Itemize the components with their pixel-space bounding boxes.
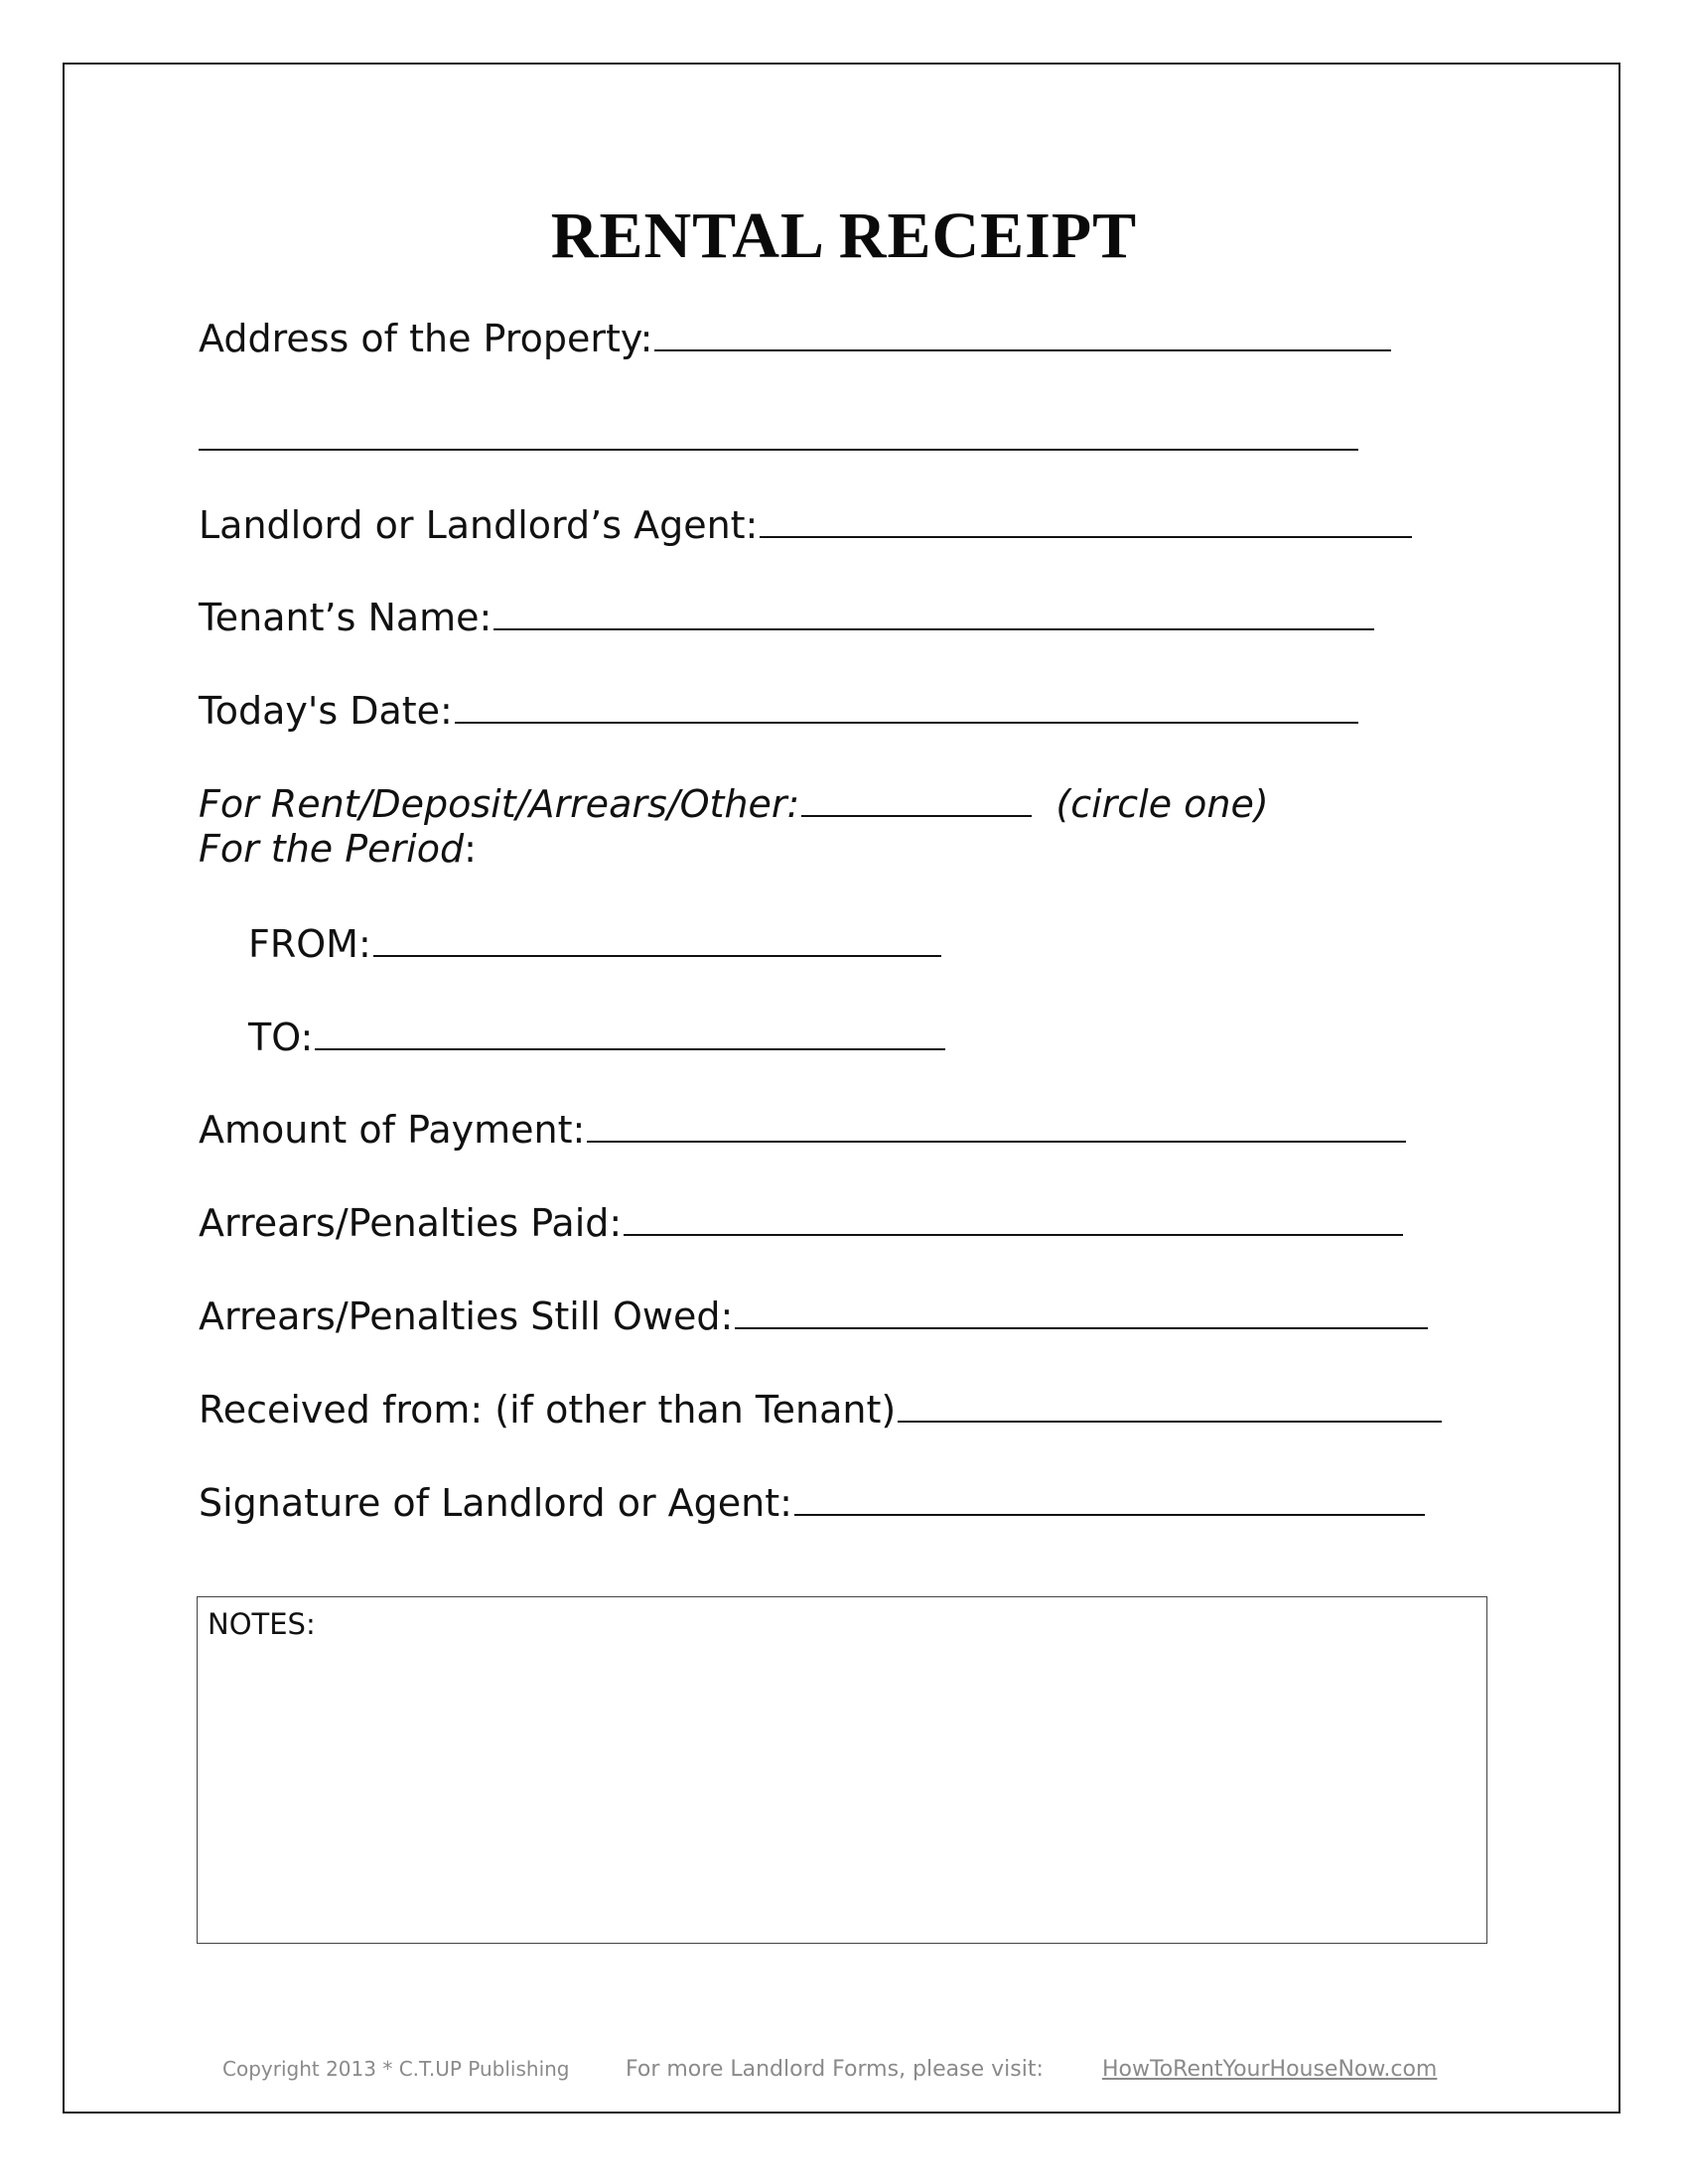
from-row bbox=[248, 919, 941, 967]
payment-type-row bbox=[199, 779, 1269, 827]
arrears-paid-blank[interactable] bbox=[624, 1198, 1403, 1236]
arrears-paid-label: Arrears/Penalties Paid: bbox=[199, 1201, 623, 1245]
from-blank[interactable] bbox=[373, 919, 941, 957]
notes-box[interactable] bbox=[197, 1596, 1487, 1944]
signature-label: Signature of Landlord or Agent: bbox=[199, 1481, 792, 1525]
footer-website-link[interactable]: HowToRentYourHouseNow.com bbox=[1102, 2057, 1438, 2082]
tenant-name-blank[interactable] bbox=[493, 593, 1374, 630]
amount-label: Amount of Payment: bbox=[199, 1108, 586, 1152]
address-blank[interactable] bbox=[654, 314, 1391, 351]
payment-type-label: For Rent/Deposit/Arrears/Other: bbox=[199, 782, 800, 826]
to-row bbox=[248, 1013, 945, 1060]
to-label: TO: bbox=[248, 1016, 314, 1059]
address-row bbox=[199, 314, 1391, 361]
payment-type-blank[interactable] bbox=[801, 779, 1032, 817]
address-blank-line-2[interactable] bbox=[199, 449, 1358, 451]
signature-row bbox=[199, 1478, 1425, 1526]
amount-blank[interactable] bbox=[587, 1105, 1406, 1143]
document-title: RENTAL RECEIPT bbox=[550, 200, 1138, 272]
todays-date-label: Today's Date: bbox=[199, 689, 453, 733]
circle-one-note: (circle one) bbox=[1055, 782, 1269, 826]
arrears-owed-blank[interactable] bbox=[735, 1292, 1428, 1329]
tenant-name-row bbox=[199, 593, 1374, 640]
signature-blank[interactable] bbox=[794, 1478, 1425, 1516]
period-label: For the Period bbox=[199, 827, 465, 871]
received-from-blank[interactable] bbox=[898, 1385, 1442, 1423]
tenant-name-label: Tenant’s Name: bbox=[199, 596, 492, 639]
todays-date-row bbox=[199, 686, 1358, 734]
todays-date-blank[interactable] bbox=[455, 686, 1358, 724]
to-blank[interactable] bbox=[315, 1013, 945, 1050]
amount-row bbox=[199, 1105, 1406, 1153]
address-label: Address of the Property: bbox=[199, 317, 653, 360]
arrears-paid-row bbox=[199, 1198, 1403, 1246]
notes-label: NOTES: bbox=[208, 1607, 316, 1641]
footer-link-wrap bbox=[1102, 2057, 1437, 2082]
landlord-agent-row bbox=[199, 500, 1412, 548]
period-colon: : bbox=[464, 827, 477, 871]
from-label: FROM: bbox=[248, 922, 371, 966]
period-row bbox=[199, 826, 477, 872]
footer-copyright: Copyright 2013 * C.T.UP Publishing bbox=[222, 2057, 570, 2081]
received-from-label: Received from: (if other than Tenant) bbox=[199, 1388, 897, 1432]
footer-visit-text: For more Landlord Forms, please visit: bbox=[626, 2057, 1044, 2082]
landlord-agent-label: Landlord or Landlord’s Agent: bbox=[199, 503, 759, 547]
received-from-row bbox=[199, 1385, 1442, 1433]
landlord-agent-blank[interactable] bbox=[760, 500, 1412, 538]
arrears-owed-label: Arrears/Penalties Still Owed: bbox=[199, 1295, 734, 1338]
arrears-owed-row bbox=[199, 1292, 1428, 1339]
